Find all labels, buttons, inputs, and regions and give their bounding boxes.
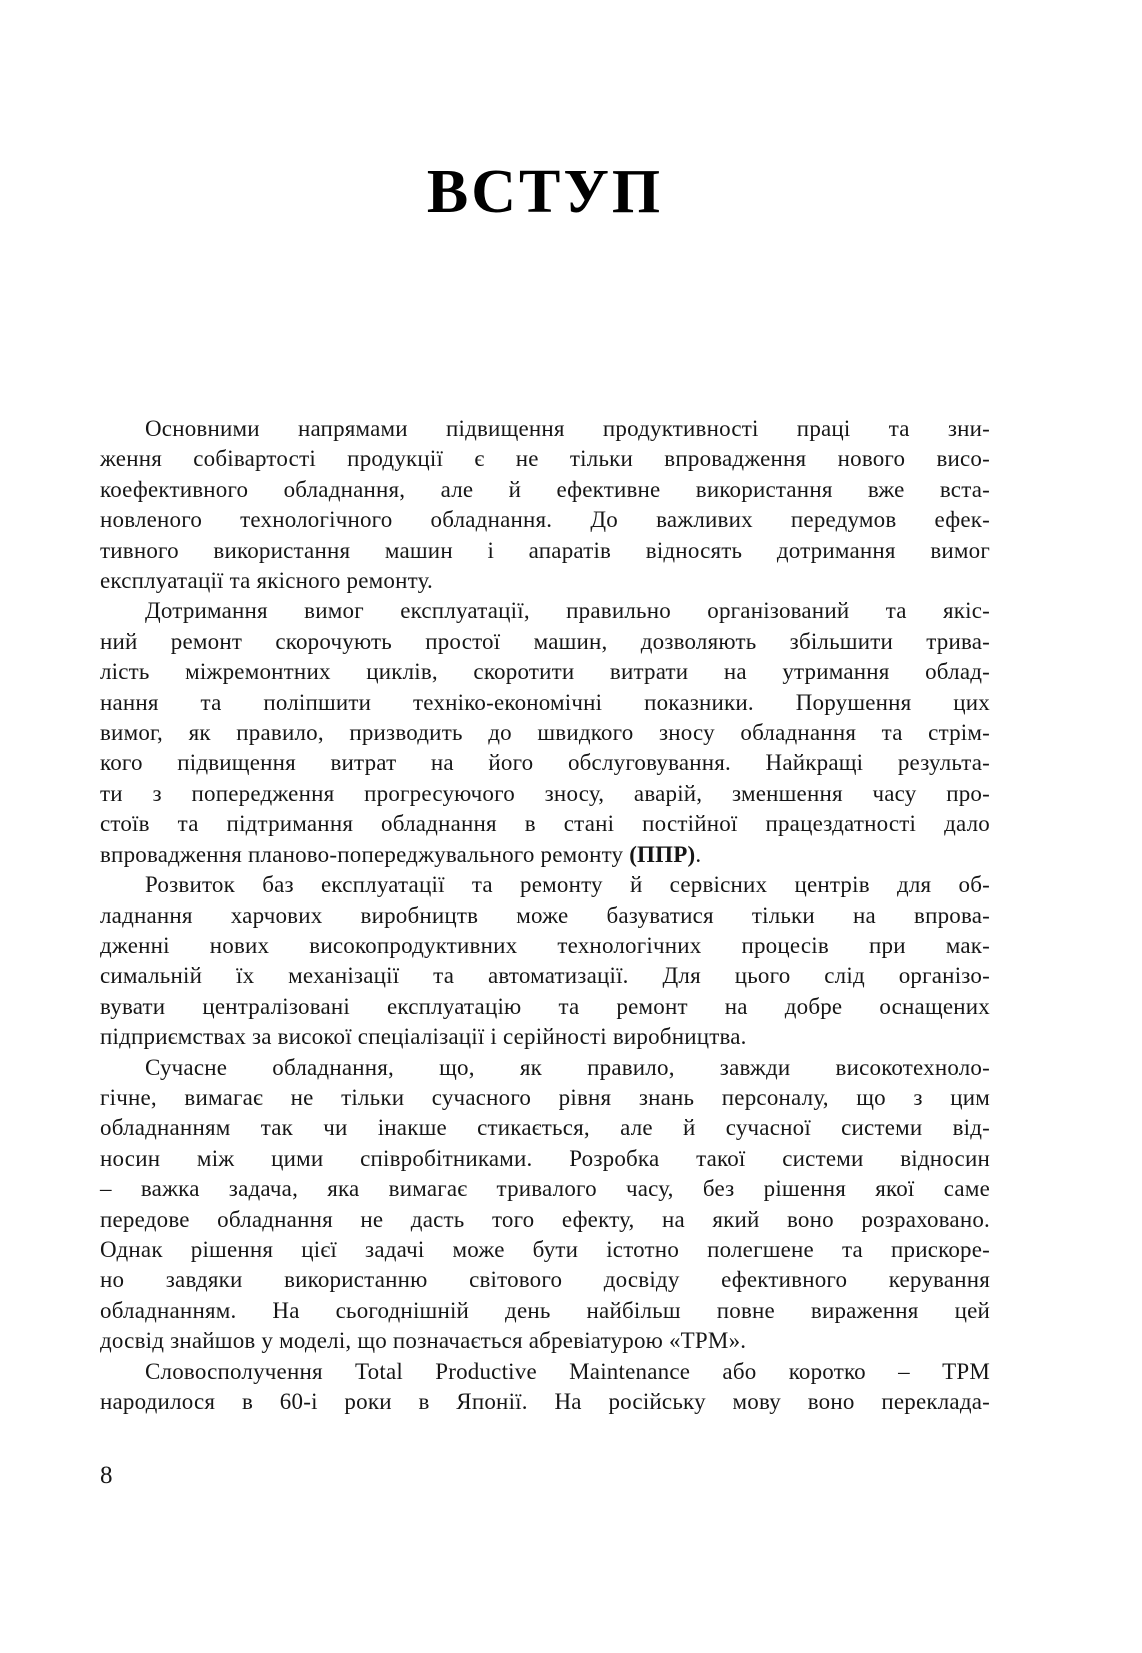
text-line: обладнанням так чи інакше стикається, але й сучасної системи від- [100, 1115, 990, 1141]
text-line: народилося в 60-і роки в Японії. На російську мову воно переклада- [100, 1389, 990, 1414]
text-line: ний ремонт скорочують простої машин, дозволяють збільшити трива- [100, 628, 990, 654]
text-line: нання та поліпшити техніко-економічні показники. Порушення цих [100, 689, 990, 715]
paragraph [100, 1053, 990, 1357]
text-line: ти з попередження прогресуючого зносу, аварій, зменшення часу про- [100, 780, 990, 806]
text-line: Словосполучення Total Productive Maintenance або коротко – ТРМ [145, 1358, 990, 1384]
paragraph [100, 1357, 990, 1418]
chapter-title: ВСТУП [426, 158, 664, 226]
text-line: – важка задача, яка вимагає тривалого часу, без рішення якої саме [100, 1176, 990, 1202]
body-text [100, 414, 990, 1417]
text-line: дженні нових високопродуктивних технологічних процесів при мак- [100, 932, 990, 958]
text-line: гічне, вимагає не тільки сучасного рівня знань персоналу, що з цим [100, 1084, 990, 1110]
text-line: передове обладнання не дасть того ефекту, на який воно розраховано. [100, 1206, 990, 1232]
text-line: стоїв та підтримання обладнання в стані постійної працездатності дало [100, 811, 990, 837]
text-line: тивного використання машин і апаратів відносять дотримання вимог [100, 537, 990, 563]
text-line: коефективного обладнання, але й ефективне використання вже вста- [100, 476, 990, 502]
text-line: обладнанням. На сьогоднішній день найбільш повне вираження цей [100, 1297, 990, 1323]
text-line: симальній їх механізації та автоматизації. Для цього слід організо- [100, 963, 990, 989]
text-line: новленого технологічного обладнання. До важливих передумов ефек- [100, 507, 990, 533]
page-number: 8 [100, 1462, 113, 1489]
text-line: Сучасне обладнання, що, як правило, завжди високотехноло- [145, 1054, 990, 1080]
text-line: лість міжремонтних циклів, скоротити витрати на утримання облад- [100, 659, 990, 685]
text-line: но завдяки використанню світового досвіду ефективного керування [100, 1267, 990, 1293]
text-line: Основними напрямами підвищення продуктивності праці та зни- [145, 416, 990, 441]
text-line: Розвиток баз експлуатації та ремонту й сервісних центрів для об- [145, 872, 990, 898]
text-line: впровадження планово-попереджувального ремонту (ППР). [100, 841, 702, 867]
text-line: підприємствах за високої спеціалізації і серійності виробництва. [100, 1024, 747, 1050]
text-line: вимог, як правило, призводить до швидкого зносу обладнання та стрім- [100, 720, 990, 746]
paragraph [100, 414, 990, 596]
text-line: носин між цими співробітниками. Розробка такої системи відносин [100, 1145, 990, 1171]
text-line: ження собівартості продукції є не тільки впровадження нового висо- [100, 446, 990, 472]
text-line: досвід знайшов у моделі, що позначається абревіатурою «ТРМ». [100, 1328, 747, 1354]
text-line: Однак рішення цієї задачі може бути істотно полегшене та прискоре- [100, 1236, 990, 1262]
text-line: ладнання харчових виробництв може базуватися тільки на впрова- [100, 902, 990, 928]
text-line: Дотримання вимог експлуатації, правильно організований та якіс- [145, 598, 990, 624]
paragraph [100, 870, 990, 1052]
text-line: кого підвищення витрат на його обслуговування. Найкращі результа- [100, 750, 990, 776]
paragraph [100, 596, 990, 870]
text-line: експлуатації та якісного ремонту. [100, 568, 433, 594]
text-line: вувати централізовані експлуатацію та ремонт на добре оснащених [100, 993, 990, 1019]
